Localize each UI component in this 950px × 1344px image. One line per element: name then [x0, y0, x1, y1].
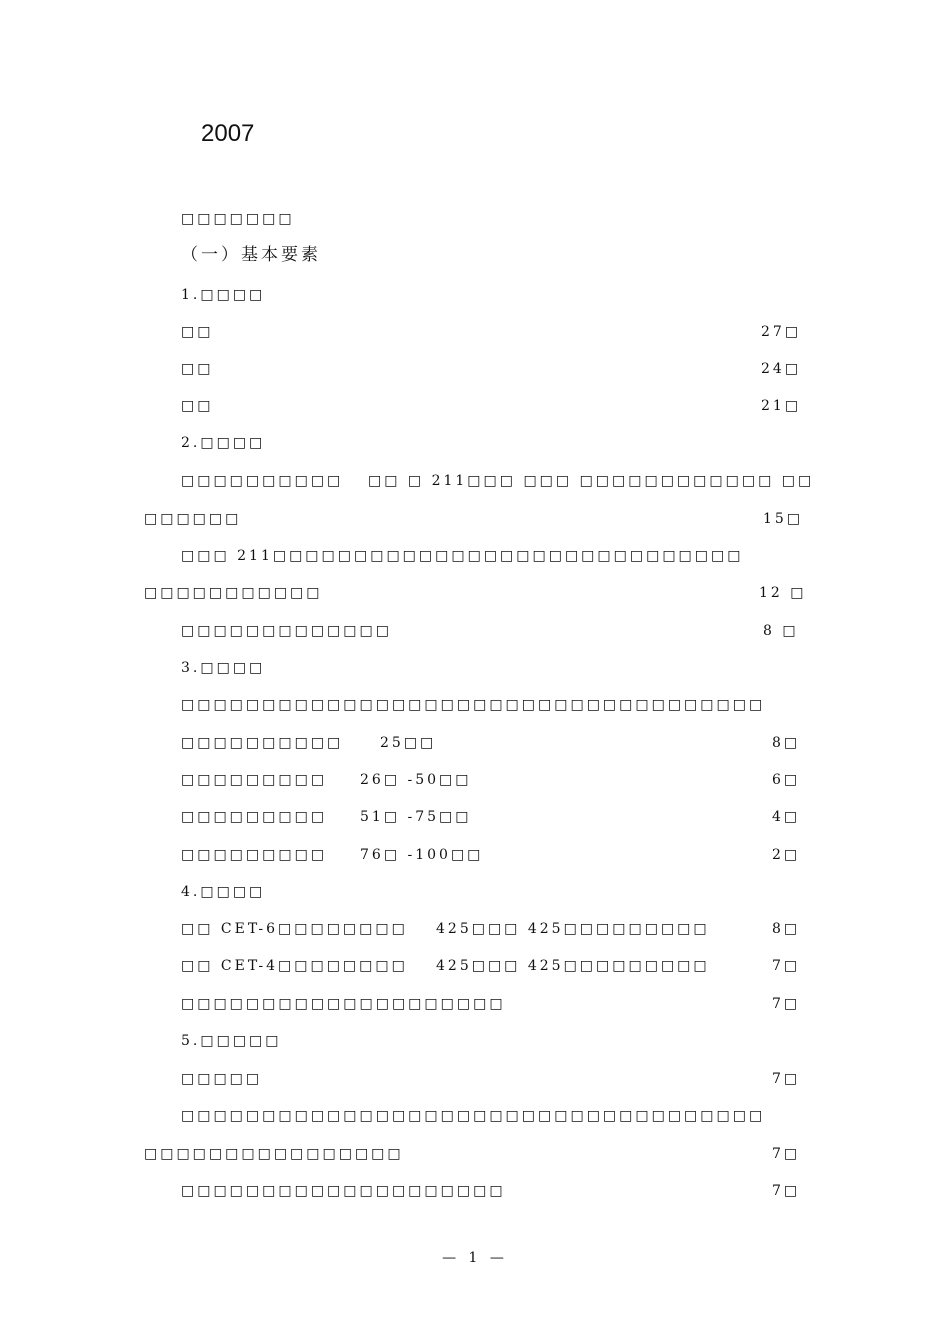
item3-row1-range: 25□□	[380, 735, 437, 751]
item3-row2-value: 6□	[772, 772, 801, 788]
item2-line1-a: □□□□□□□□□□	[181, 473, 344, 489]
item1-row2-value: 24□	[761, 361, 802, 377]
item3-row4-label: □□□□□□□□□	[181, 847, 328, 863]
page-number: — 1 —	[442, 1250, 508, 1266]
item3-row4-range: 76□ -100□□	[360, 847, 484, 863]
item3-row2-range: 26□ -50□□	[360, 772, 472, 788]
item1-row3-label: □□	[181, 398, 214, 414]
item3-row1-label: □□□□□□□□□□	[181, 735, 344, 751]
item1-heading: 1.□□□□	[181, 287, 266, 303]
item2-line4-value: 12 □	[759, 585, 807, 601]
item4-row2-condition: 425□□□ 425□□□□□□□□□	[436, 958, 710, 974]
item2-line2-value: 15□	[763, 511, 804, 527]
item2-line4-label: □□□□□□□□□□□	[144, 585, 323, 601]
subsection-heading: （一）基本要素	[181, 245, 321, 265]
item2-line5-label: □□□□□□□□□□□□□	[181, 623, 392, 639]
item3-row2-label: □□□□□□□□□	[181, 772, 328, 788]
item3-row3-value: 4□	[772, 809, 801, 825]
item1-row3-value: 21□	[761, 398, 802, 414]
item2-line2-label: □□□□□□	[144, 511, 242, 527]
item5-description: □□□□□□□□□□□□□□□□□□□□□□□□□□□□□□□□□□□□	[181, 1108, 766, 1124]
item5-row3-value: 7□	[772, 1183, 801, 1199]
item2-heading: 2.□□□□	[181, 435, 266, 451]
section-title: □□□□□□□	[181, 211, 295, 227]
item5-heading: 5.□□□□□	[181, 1033, 282, 1049]
item5-row1-value: 7□	[772, 1071, 801, 1087]
item3-row3-range: 51□ -75□□	[360, 809, 472, 825]
item3-row4-value: 2□	[772, 847, 801, 863]
item5-row2-value: 7□	[772, 1146, 801, 1162]
item4-row1-condition: 425□□□ 425□□□□□□□□□	[436, 921, 710, 937]
item4-row3-value: 7□	[772, 996, 801, 1012]
item4-row2-label: □□ CET-4□□□□□□□□	[181, 958, 408, 974]
item5-row2-label: □□□□□□□□□□□□□□□□	[144, 1146, 404, 1162]
item2-line3: □□□ 211□□□□□□□□□□□□□□□□□□□□□□□□□□□□□	[181, 548, 744, 564]
item3-description: □□□□□□□□□□□□□□□□□□□□□□□□□□□□□□□□□□□□	[181, 697, 766, 713]
item4-row1-value: 8□	[772, 921, 801, 937]
item1-row2-label: □□	[181, 361, 214, 377]
item4-row3-label: □□□□□□□□□□□□□□□□□□□□	[181, 996, 506, 1012]
item5-row3-label: □□□□□□□□□□□□□□□□□□□□	[181, 1183, 506, 1199]
year-title: 2007	[201, 120, 255, 147]
item4-row2-value: 7□	[772, 958, 801, 974]
item2-line1-b: □□ □ 211□□□ □□□ □□□□□□□□□□□□ □□	[368, 473, 815, 489]
item2-line5-value: 8 □	[763, 623, 799, 639]
item5-row1-label: □□□□□	[181, 1071, 263, 1087]
item3-row1-value: 8□	[772, 735, 801, 751]
item4-row1-label: □□ CET-6□□□□□□□□	[181, 921, 408, 937]
item4-heading: 4.□□□□	[181, 884, 266, 900]
item3-row3-label: □□□□□□□□□	[181, 809, 328, 825]
item3-heading: 3.□□□□	[181, 660, 266, 676]
item1-row1-value: 27□	[761, 324, 802, 340]
item1-row1-label: □□	[181, 324, 214, 340]
